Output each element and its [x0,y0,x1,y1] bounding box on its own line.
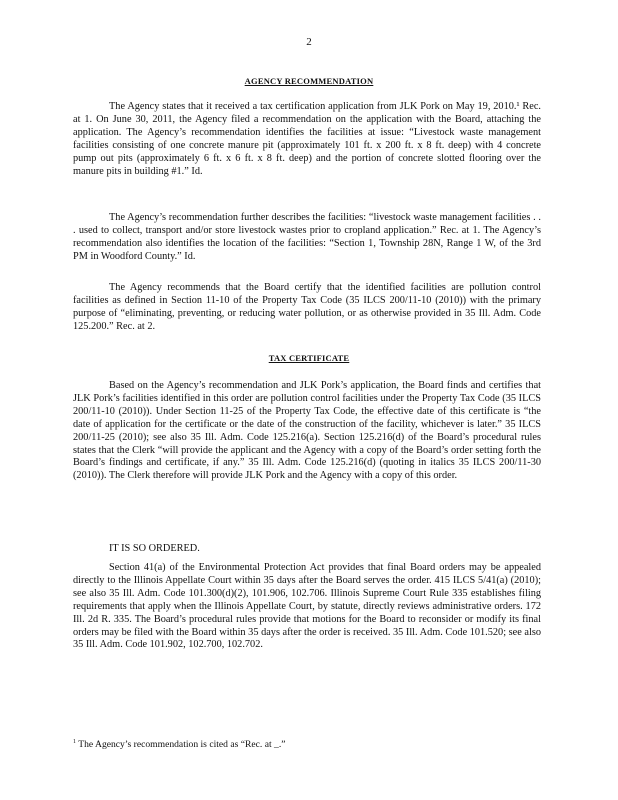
appeal-rights-paragraph: Section 41(a) of the Environmental Protection Act provides that final Board orders may be appealed directly to the Illinois Appellate Court within 35 days after the Board serves the order. 415 ILCS 5/41(a) (2010); see also 35 Ill. Adm. Code 101.300(d)(2), 101.906, 102.706. Illinois Supreme Court Rule 335 establishes filing requirements that apply when the Illinois Appellate Court, by statute, directly reviews administrative orders. 172 Ill. 2d R. 335. The Board’s procedural rules provide that motions for the Board to reconsider or modify its final orders may be filed with the Board within 35 days after the order is received. 35 Ill. Adm. Code 101.520; see also 35 Ill. Adm. Code 101.902, 102.700, 102.702. [73,562,541,651]
footnote-text: The Agency’s recommendation is cited as “Rec. at _.” [78,739,286,751]
agency-paragraph-facilities: The Agency’s recommendation further describes the facilities: “livestock waste management facilities . . . used to collect, transport and/or store livestock wastes prior to cropland application.” Rec. at 1. The Agency’s recommendation also identifies the location of the facilities: “Section 1, Township 28N, Range 1 W, of the 3rd PM in Woodford County.” Id. [73,212,541,262]
tax-certificate-heading [0,353,618,363]
agency-paragraph-application: The Agency states that it received a tax certification application from JLK Pork on May 19, 2010.¹ Rec. at 1. On June 30, 2011, the Agency filed a recommendation on the application with the Board, attaching the application. The Agency’s recommendation identifies the facilities at issue: “Livestock waste management facilities consisting of one concrete manure pit (approximately 101 ft. x 200 ft. x 8 ft. deep) with 4 concrete pump out pits (approximately 6 ft. x 6 ft. x 8 ft. deep) and the portion of concrete slotted flooring over the manure pits in building #1.” Id. [73,101,541,177]
agency-recommendation-heading-text: AGENCY RECOMMENDATION [244,76,374,86]
agency-paragraph-recommends: The Agency recommends that the Board certify that the identified facilities are pollution control facilities as defined in Section 11-10 of the Property Tax Code (35 ILCS 200/11-10 (2010)) with the primary purpose of “eliminating, preventing, or reducing water pollution, or as otherwise provided in 35 Ill. Adm. Code 125.200.” Rec. at 2. [73,282,541,332]
tax-certificate-paragraph: Based on the Agency’s recommendation and JLK Pork’s application, the Board finds and certifies that JLK Pork’s facilities identified in this order are pollution control facilities under the Property Tax Code (35 ILCS 200/11-10 (2010)). Under Section 11-25 of the Property Tax Code, the effective date of this certificate is “the date of application for the certificate or the date of the construction of the facility, whichever is later.” 35 ILCS 200/11-25 (2010); see also 35 Ill. Adm. Code 125.216(a). Section 125.216(d) of the Board’s procedural rules states that the Clerk “will provide the applicant and the Agency with a copy of the Board’s order setting forth the Board’s findings and certificate, if any.” 35 Ill. Adm. Code 125.216(d) (quoting in italics 35 ILCS 200/11-30 (2010)). The Clerk therefore will provide JLK Pork and the Agency with a copy of this order. [73,380,541,482]
footnote-marker: 1 [73,739,76,745]
footnote [73,739,286,750]
agency-recommendation-heading [0,76,618,86]
page-number: 2 [306,36,312,48]
tax-certificate-heading-text: TAX CERTIFICATE [268,353,350,363]
so-ordered-line: IT IS SO ORDERED. [109,543,200,554]
